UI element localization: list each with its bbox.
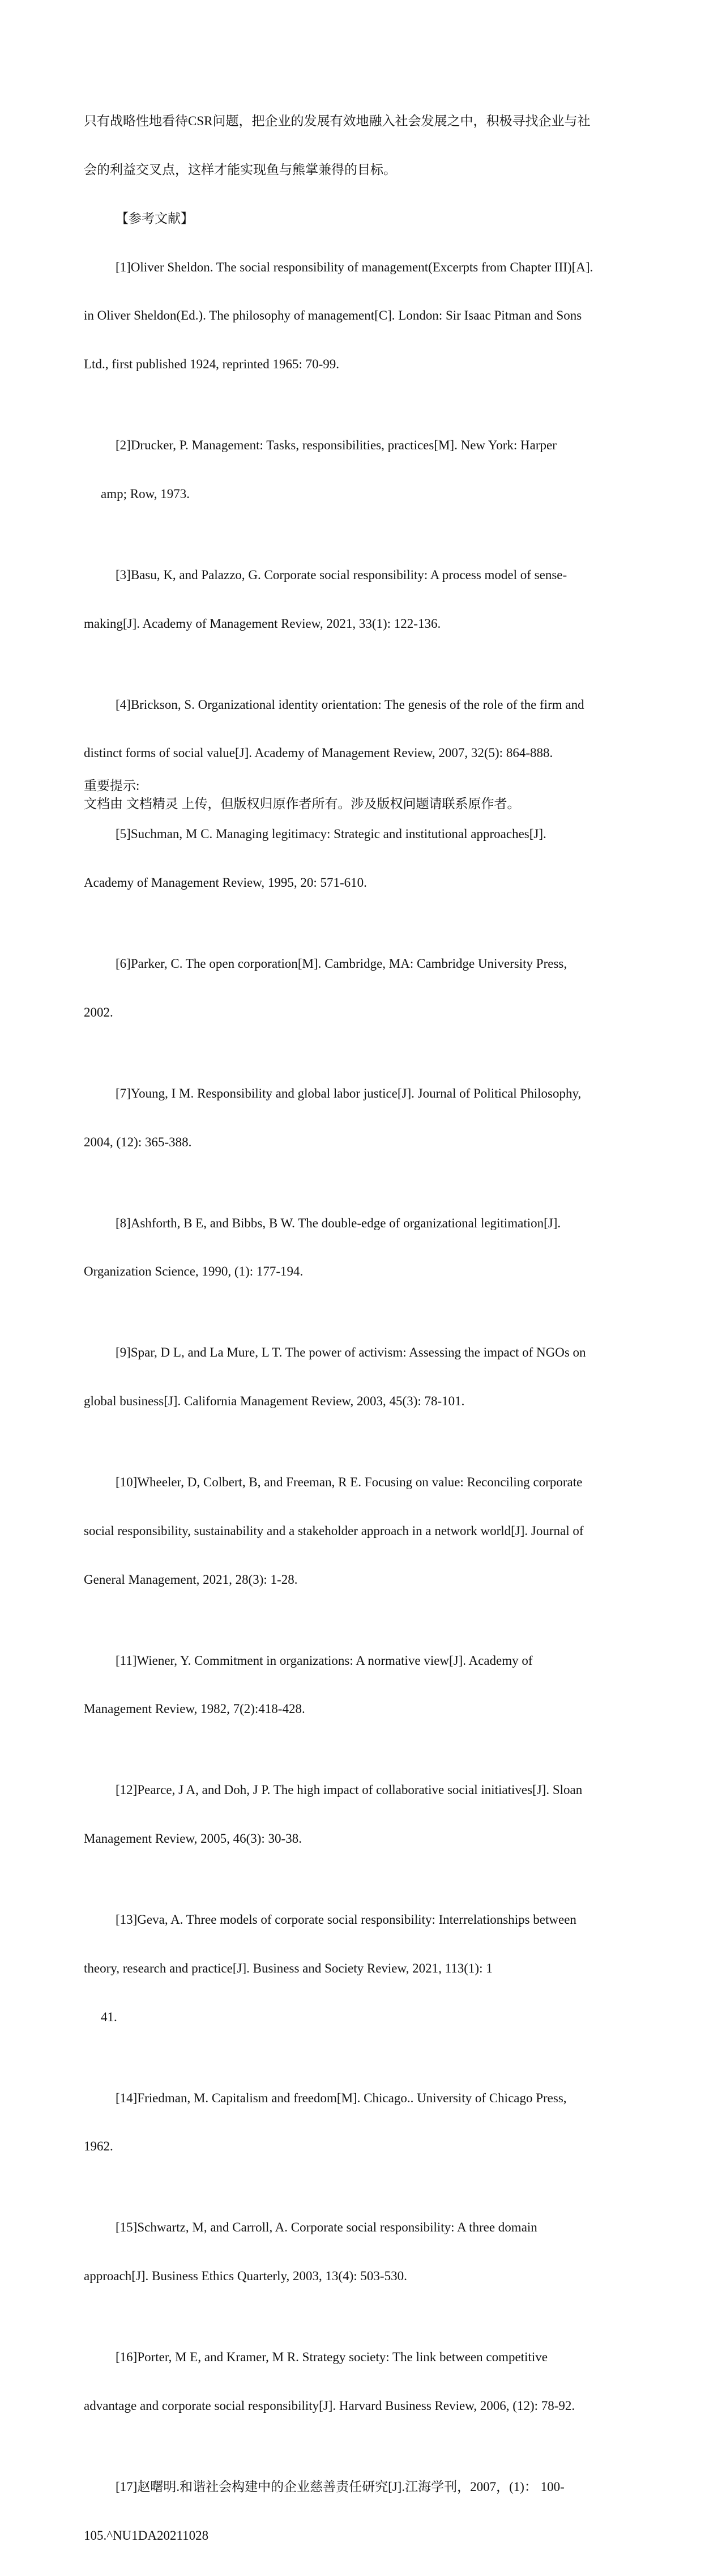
reference-line: in Oliver Sheldon(Ed.). The philosophy of management[C]. London: Sir Isaac Pitman and Sons	[84, 308, 582, 323]
reference-line: [12]Pearce, J A, and Doh, J P. The high impact of collaborative social initiatives[J]. Sloan	[116, 1783, 583, 1797]
reference-item	[84, 924, 639, 1053]
reference-item	[84, 1312, 639, 1442]
reference-line: [2]Drucker, P. Management: Tasks, responsibilities, practices[M]. New York: Harper	[116, 438, 557, 453]
reference-line: [7]Young, I M. Responsibility and global labor justice[J]. Journal of Political Philosophy,	[116, 1086, 582, 1100]
notice-text: 文档由 文档精灵 上传，但版权归原作者所有。涉及版权问题请联系原作者。	[84, 797, 520, 811]
reference-line: 2002.	[84, 1005, 113, 1019]
reference-item	[84, 2187, 639, 2317]
reference-line: making[J]. Academy of Management Review, 2021, 33(1): 122-136.	[84, 616, 441, 631]
reference-line: [1]Oliver Sheldon. The social responsibility of management(Excerpts from Chapter III)[A].	[116, 260, 593, 274]
reference-line: [10]Wheeler, D, Colbert, B, and Freeman, R E. Focusing on value: Reconciling corporate	[116, 1475, 583, 1490]
reference-line: [15]Schwartz, M, and Carroll, A. Corporate social responsibility: A three domain	[116, 2220, 537, 2235]
notice-title: 重要提示:	[84, 779, 140, 793]
reference-item	[84, 2447, 639, 2576]
reference-line: [3]Basu, K, and Palazzo, G. Corporate social responsibility: A process model of sense-	[116, 567, 567, 582]
reference-line: Organization Science, 1990, (1): 177-194.	[84, 1264, 304, 1279]
reference-line: [9]Spar, D L, and La Mure, L T. The power of activism: Assessing the impact of NGOs on	[116, 1345, 586, 1360]
reference-line: 41.	[101, 2009, 117, 2024]
intro-line: 会的利益交叉点，这样才能实现鱼与熊掌兼得的目标。	[84, 162, 396, 177]
reference-line: Ltd., first published 1924, reprinted 1965: 70-99.	[84, 357, 339, 372]
reference-item	[84, 2317, 639, 2447]
reference-item	[84, 2058, 639, 2187]
document-body	[84, 81, 639, 2576]
reference-item	[84, 535, 639, 665]
reference-line: approach[J]. Business Ethics Quarterly, 2003, 13(4): 503-530.	[84, 2269, 407, 2284]
reference-line: amp; Row, 1973.	[101, 486, 190, 501]
intro-line: 只有战略性地看待CSR问题，把企业的发展有效地融入社会发展之中，积极寻找企业与社	[84, 114, 591, 129]
reference-list	[84, 227, 639, 2576]
reference-line: Management Review, 1982, 7(2):418-428.	[84, 1702, 305, 1716]
reference-item	[84, 1750, 639, 1880]
reference-item	[84, 1620, 639, 1750]
reference-line: [14]Friedman, M. Capitalism and freedom[M]. Chicago.. University of Chicago Press,	[116, 2090, 567, 2105]
reference-item	[84, 664, 639, 794]
reference-line: General Management, 2021, 28(3): 1-28.	[84, 1572, 298, 1587]
reference-line: [8]Ashforth, B E, and Bibbs, B W. The double-edge of organizational legitimation[J].	[116, 1215, 561, 1230]
reference-line: [13]Geva, A. Three models of corporate social responsibility: Interrelationships between	[116, 1912, 576, 1927]
reference-line: theory, research and practice[J]. Business and Society Review, 2021, 113(1): 1	[84, 1961, 493, 1975]
reference-line: 2004, (12): 365-388.	[84, 1134, 192, 1149]
intro-paragraph	[84, 81, 639, 211]
references-heading: 【参考文献】	[116, 211, 194, 226]
reference-line: 1962.	[84, 2139, 113, 2154]
reference-line: Academy of Management Review, 1995, 20: 571-610.	[84, 875, 367, 890]
reference-line: [11]Wiener, Y. Commitment in organizations: A normative view[J]. Academy of	[116, 1653, 533, 1668]
reference-line: social responsibility, sustainability and a stakeholder approach in a network world[J]. Journal of	[84, 1523, 584, 1538]
reference-item	[84, 405, 639, 535]
reference-line: [4]Brickson, S. Organizational identity orientation: The genesis of the role of the firm and	[116, 697, 584, 712]
reference-item	[84, 227, 639, 405]
copyright-notice	[84, 777, 639, 813]
reference-line: [16]Porter, M E, and Kramer, M R. Strategy society: The link between competitive	[116, 2350, 548, 2365]
reference-line: advantage and corporate social responsibility[J]. Harvard Business Review, 2006, (12): 78-92.	[84, 2398, 575, 2413]
reference-item	[84, 794, 639, 924]
reference-line: [5]Suchman, M C. Managing legitimacy: Strategic and institutional approaches[J].	[116, 827, 546, 841]
reference-item	[84, 1183, 639, 1312]
reference-line: distinct forms of social value[J]. Academy of Management Review, 2007, 32(5): 864-888.	[84, 746, 553, 760]
reference-line: [6]Parker, C. The open corporation[M]. Cambridge, MA: Cambridge University Press,	[116, 957, 567, 971]
reference-item	[84, 1053, 639, 1183]
reference-line: Management Review, 2005, 46(3): 30-38.	[84, 1831, 302, 1846]
reference-line: 105.^NU1DA20211028	[84, 2528, 209, 2543]
reference-line: [17]赵曙明.和谐社会构建中的企业慈善责任研究[J].江海学刊，2007，(1)： 100-	[116, 2479, 565, 2494]
reference-item	[84, 1880, 639, 2058]
reference-item	[84, 1442, 639, 1621]
reference-line: global business[J]. California Management Review, 2003, 45(3): 78-101.	[84, 1394, 465, 1409]
